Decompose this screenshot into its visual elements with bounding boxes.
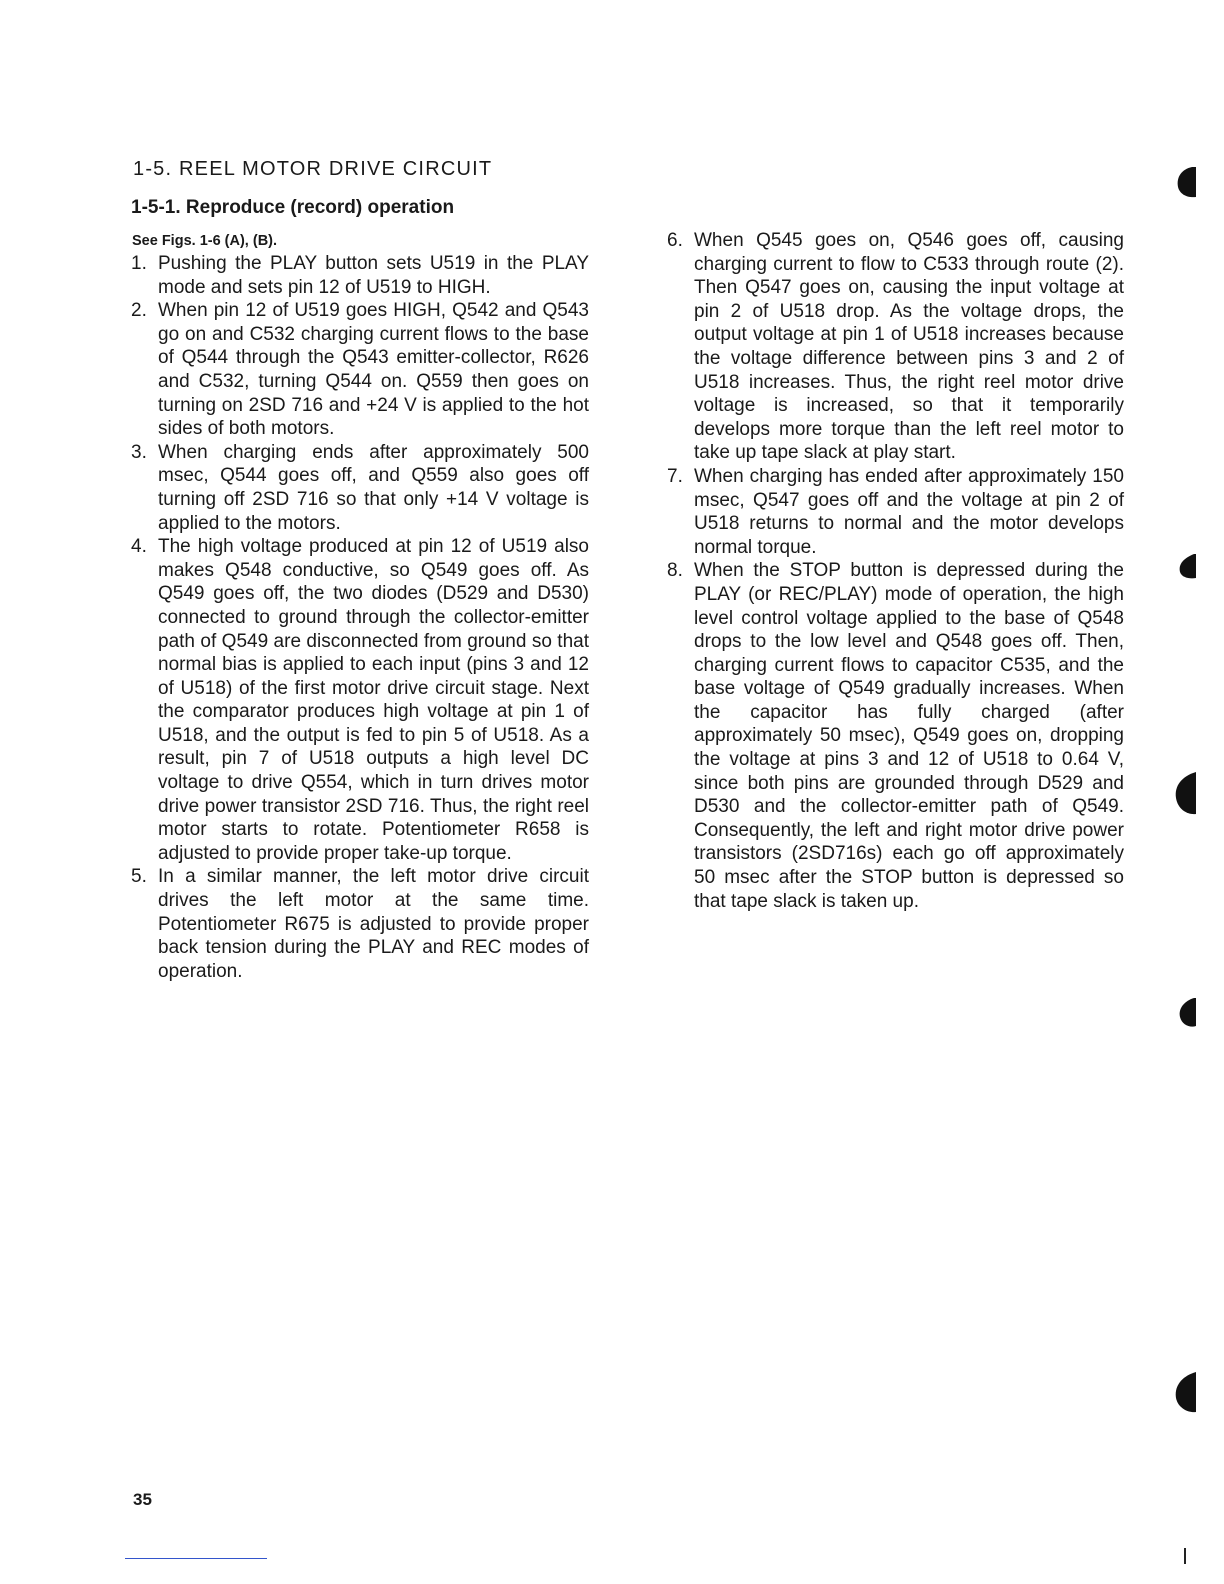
step-text: Pushing the PLAY button sets U519 in the PLAY mode and sets pin 12 of U519 to HIGH. [158,253,589,298]
step-number: 5. [131,866,147,888]
step-text: When Q545 goes on, Q546 goes off, causing charging current to flow to C533 through route (2). Then Q547 goes on, causing the input voltage at pin 2 of U518 drop. As the voltage drops, the output voltage at pin 1 of U518 increases because the voltage difference between pins 3 and 2 of U518 increases. Thus, the right reel motor drive voltage is increased, so that it temporarily develops more torque than the left reel motor to take up tape slack at play start. [694,230,1124,464]
step-text: In a similar manner, the left motor drive circuit drives the left motor at the same time. Potentiometer R675 is adjusted to provide proper back tension during the PLAY and REC modes of operation. [158,866,589,982]
step-text: When pin 12 of U519 goes HIGH, Q542 and Q543 go on and C532 charging current flows to the base of Q544 through the Q543 emitter-collector, R626 and C532, turning Q544 on. Q559 then goes on turning on 2SD 716 and +24 V is applied to the hot sides of both motors. [158,300,589,440]
left-column [131,252,589,983]
step-number: 1. [131,253,147,274]
step-text: The high voltage produced at pin 12 of U519 also makes Q548 conductive, so Q549 goes off. As Q549 goes off, the two diodes (D529 and D530) connected to ground through the collector-emitter path of Q549 are disconnected from ground so that normal bias is applied to each input (pins 3 and 12 of U518) of the first motor drive circuit stage. Next the comparator produces high voltage at pin 1 of U518, and the output is fed to pin 5 of U518. As a result, pin 7 of U518 outputs a high level DC voltage to drive Q554, which in turn drives motor drive power transistor 2SD 716. Thus, the right reel motor starts to rotate. Potentiometer R658 is adjusted to provide proper take-up torque. [158,536,589,864]
step-number: 8. [667,560,683,582]
list-item [131,865,589,983]
list-item [131,299,589,441]
page-number: 35 [133,1490,152,1509]
binding-hole-mark [1170,1370,1198,1414]
step-number: 6. [667,230,683,251]
step-list-left [131,252,589,983]
binding-hole-mark [1170,995,1198,1029]
list-item [131,252,589,299]
footer-rule [125,1558,267,1559]
step-number: 3. [131,441,147,463]
list-item [667,559,1124,913]
list-item [667,229,1124,465]
section-title: 1-5. REEL MOTOR DRIVE CIRCUIT [133,158,493,180]
figure-reference: See Figs. 1-6 (A), (B). [132,233,278,249]
binding-hole-mark [1170,165,1198,199]
step-text: When the STOP button is depressed during the PLAY (or REC/PLAY) mode of operation, the high level control voltage applied to the base of Q548 drops to the low level and Q548 goes off. Then, charging current flows to capacitor C535, and the base voltage of Q549 gradually increases. When the capacitor has fully charged (after approximately 50 msec), Q549 goes on, dropping the voltage at pins 3 and 12 of U518 to 0.64 V, since both pins are grounded through D529 and D530 and the collector-emitter path of Q549. Consequently, the left and right motor drive power transistors (2SD716s) each go off approximately 50 msec after the STOP button is depressed so that tape slack is taken up. [694,560,1124,912]
step-text: When charging ends after approximately 500 msec, Q544 goes off, and Q559 also goes off turning off 2SD 716 so that only +14 V voltage is applied to the motors. [158,441,589,534]
list-item [667,465,1124,559]
subsection-title: 1-5-1. Reproduce (record) operation [131,197,455,218]
binding-hole-mark [1170,550,1198,580]
step-list-right [667,229,1124,913]
step-number: 2. [131,300,147,322]
step-number: 7. [667,465,683,487]
step-text: When charging has ended after approximately 150 msec, Q547 goes off and the voltage at pin 2 of U518 returns to normal and the motor develops normal torque. [694,465,1124,558]
edge-mark [1184,1548,1186,1564]
right-column [667,229,1124,913]
list-item [131,441,589,535]
list-item [131,535,589,865]
binding-hole-mark [1170,770,1198,816]
step-number: 4. [131,536,147,558]
